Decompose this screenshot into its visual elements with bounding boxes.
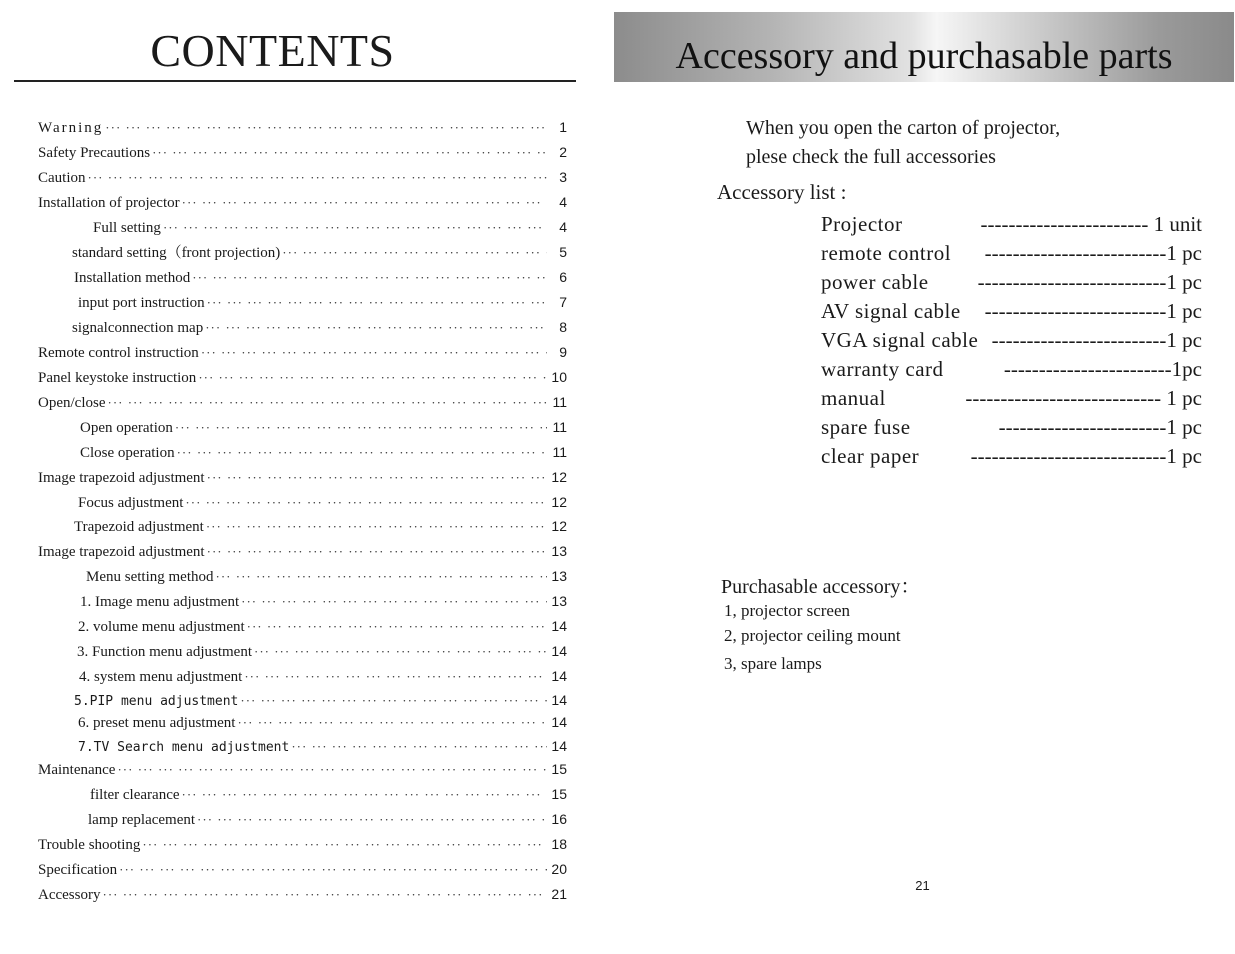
toc-item-page: 14 — [551, 738, 567, 754]
toc-item-page: 11 — [552, 394, 567, 410]
accessory-name: AV signal cable — [821, 299, 961, 323]
toc-leader-dots — [163, 217, 547, 238]
toc-leader-dots — [142, 834, 547, 855]
accessory-item — [821, 384, 1202, 412]
toc-item-page: 10 — [551, 369, 567, 385]
toc-item-label: 3. Function menu adjustment — [77, 644, 252, 660]
toc-item-page: 8 — [559, 319, 567, 335]
toc-item-page: 14 — [551, 618, 567, 634]
toc-item — [78, 615, 567, 637]
toc-leader-dots — [237, 712, 547, 733]
toc-item — [38, 141, 567, 163]
toc-item-page: 1 — [559, 119, 567, 135]
purchasable-item: 2, projector ceiling mount — [724, 626, 901, 645]
toc-item — [80, 441, 567, 463]
accessory-qty: ---------------------------- 1 pc — [965, 386, 1202, 410]
toc-leader-dots — [207, 541, 547, 562]
toc-item-page: 21 — [551, 886, 567, 902]
toc-item-page: 6 — [559, 269, 567, 285]
toc-item — [90, 783, 567, 805]
accessory-qty: ------------------------ 1 unit — [980, 212, 1202, 236]
toc-item — [93, 216, 567, 238]
toc-item — [38, 166, 567, 188]
intro-line: When you open the carton of projector, — [746, 117, 1061, 139]
toc-item-page: 12 — [551, 469, 567, 485]
toc-leader-dots — [244, 666, 547, 687]
toc-item-label: Installation of projector — [38, 195, 180, 211]
toc-leader-dots — [207, 467, 547, 488]
toc-leader-dots — [206, 516, 547, 537]
purchasable-item: 3, spare lamps — [724, 654, 822, 673]
accessory-name: power cable — [821, 270, 929, 294]
toc-item-label: Menu setting method — [86, 569, 214, 585]
toc-item-page: 15 — [551, 786, 567, 802]
toc-item-label: signalconnection map — [72, 320, 204, 336]
toc-item — [38, 191, 567, 213]
toc-leader-dots — [197, 809, 547, 830]
toc-leader-dots — [192, 267, 547, 288]
toc-item-page: 11 — [552, 444, 567, 460]
toc-item-label: Image trapezoid adjustment — [38, 544, 205, 560]
toc-leader-dots — [102, 884, 547, 905]
toc-item-label: Image trapezoid adjustment — [38, 470, 205, 486]
toc-item-label: lamp replacement — [88, 812, 196, 828]
toc-leader-dots — [182, 784, 547, 805]
toc-item — [38, 391, 567, 413]
purchasable-item: 1, projector screen — [724, 601, 851, 620]
toc-leader-dots — [240, 690, 547, 711]
toc-leader-dots — [185, 492, 547, 513]
toc-item — [78, 711, 567, 733]
toc-leader-dots — [117, 759, 547, 780]
toc-item-label: Maintenance — [38, 762, 116, 778]
toc-leader-dots — [107, 392, 547, 413]
accessory-qty: --------------------------1 pc — [984, 241, 1202, 265]
toc-item-page: 14 — [551, 692, 567, 708]
page-title: Accessory and purchasable parts — [675, 35, 1173, 77]
toc-item — [79, 665, 567, 687]
toc-item-label: input port instruction — [78, 295, 205, 311]
toc-item-label: Panel keystoke instruction — [38, 370, 197, 386]
toc-item-page: 2 — [559, 144, 567, 160]
accessory-list-heading: Accessory list : — [717, 180, 847, 204]
accessory-name: manual — [821, 386, 886, 410]
toc-item-label: Open/close — [38, 395, 106, 411]
toc-leader-dots — [175, 417, 547, 438]
toc-item — [72, 241, 567, 263]
toc-item-page: 16 — [551, 811, 567, 827]
toc-item — [74, 515, 567, 537]
contents-title: CONTENTS — [150, 25, 395, 76]
toc-leader-dots — [241, 591, 547, 612]
toc-item-label: 1. Image menu adjustment — [80, 594, 240, 610]
toc-item-label: 6. preset menu adjustment — [78, 715, 236, 731]
toc-leader-dots — [247, 616, 547, 637]
toc-item — [38, 341, 567, 363]
toc-item-page: 12 — [551, 518, 567, 534]
toc-item-label: Caution — [38, 170, 86, 186]
toc-leader-dots — [254, 641, 547, 662]
accessory-item — [821, 413, 1202, 441]
toc-item — [38, 466, 567, 488]
accessory-qty: ----------------------------1 pc — [970, 444, 1202, 468]
toc-leader-dots — [105, 117, 547, 138]
toc-leader-dots — [205, 317, 547, 338]
toc-item-page: 14 — [551, 643, 567, 659]
toc-item — [38, 116, 567, 138]
accessory-name: spare fuse — [821, 415, 911, 439]
accessory-item — [821, 239, 1202, 267]
toc-item-label: 2. volume menu adjustment — [78, 619, 245, 635]
intro-line: plese check the full accessories — [746, 146, 996, 168]
toc-item-label: Close operation — [80, 445, 175, 461]
toc-item-label: Focus adjustment — [78, 495, 184, 511]
toc-leader-dots — [88, 167, 548, 188]
toc-item-label: 5.PIP menu adjustment — [74, 694, 239, 709]
toc-item-label: 4. system menu adjustment — [79, 669, 243, 685]
toc-item — [38, 883, 567, 905]
toc-item — [72, 316, 567, 338]
toc-item-page: 14 — [551, 668, 567, 684]
toc-item-page: 4 — [559, 219, 567, 235]
toc-item-page: 20 — [551, 861, 567, 877]
toc-item — [80, 590, 567, 612]
toc-leader-dots — [182, 192, 547, 213]
accessory-item — [821, 268, 1202, 296]
toc-leader-dots — [282, 242, 547, 263]
toc-leader-dots — [198, 367, 547, 388]
accessory-item — [821, 297, 1202, 325]
accessory-item — [821, 326, 1202, 354]
toc-leader-dots — [207, 292, 547, 313]
accessory-qty: -------------------------1 pc — [991, 328, 1202, 352]
toc-item-label: Warning — [38, 120, 104, 136]
toc-item — [88, 808, 567, 830]
toc-item — [74, 689, 567, 711]
toc-leader-dots — [152, 142, 547, 163]
toc-item-label: Trouble shooting — [38, 837, 141, 853]
toc-item-page: 13 — [551, 568, 567, 584]
toc-item-page: 7 — [559, 294, 567, 310]
toc-item-page: 3 — [559, 169, 567, 185]
toc-item — [38, 833, 567, 855]
toc-leader-dots — [177, 442, 547, 463]
toc-leader-dots — [216, 566, 548, 587]
accessory-qty: ------------------------1pc — [1003, 357, 1202, 381]
page-number: 21 — [915, 878, 930, 893]
toc-item-page: 9 — [559, 344, 567, 360]
toc-item-page: 13 — [551, 543, 567, 559]
accessory-name: warranty card — [821, 357, 944, 381]
toc-item — [78, 291, 567, 313]
toc-item-page: 13 — [551, 593, 567, 609]
toc-item-label: 7.TV Search menu adjustment — [78, 740, 290, 755]
accessory-name: Projector — [821, 212, 903, 236]
toc-item — [78, 735, 567, 757]
toc-item-label: filter clearance — [90, 787, 180, 803]
accessory-name: clear paper — [821, 444, 920, 468]
toc-item-label: Trapezoid adjustment — [74, 519, 204, 535]
accessory-name: remote control — [821, 241, 952, 265]
toc-item — [38, 540, 567, 562]
purchasable-heading: Purchasable accessory： — [721, 576, 921, 598]
toc-item-page: 15 — [551, 761, 567, 777]
accessory-name: VGA signal cable — [821, 328, 979, 352]
toc-item-label: Specification — [38, 862, 118, 878]
accessory-item — [821, 210, 1202, 238]
accessory-qty: --------------------------1 pc — [984, 299, 1202, 323]
toc-item-page: 14 — [551, 714, 567, 730]
toc-item-label: Installation method — [74, 270, 191, 286]
toc-item-label: Full setting — [93, 220, 161, 236]
accessory-item — [821, 442, 1202, 470]
toc-item-page: 18 — [551, 836, 567, 852]
toc-item — [74, 266, 567, 288]
toc-leader-dots — [201, 342, 547, 363]
toc-leader-dots — [291, 736, 547, 757]
toc-item — [80, 416, 567, 438]
toc-item-page: 4 — [559, 194, 567, 210]
toc-item-page: 11 — [552, 419, 567, 435]
toc-item — [77, 640, 567, 662]
accessory-item — [821, 355, 1202, 383]
toc-item-label: standard setting（front projection) — [72, 245, 281, 261]
toc-item — [38, 858, 567, 880]
toc-item-label: Safety Precautions — [38, 145, 151, 161]
toc-item — [38, 366, 567, 388]
toc-item — [86, 565, 567, 587]
accessory-qty: ------------------------1 pc — [998, 415, 1202, 439]
accessory-qty: ---------------------------1 pc — [977, 270, 1202, 294]
toc-item-label: Open operation — [80, 420, 173, 436]
toc-leader-dots — [119, 859, 547, 880]
toc-item — [78, 491, 567, 513]
title-divider — [14, 80, 576, 82]
toc-item-label: Remote control instruction — [38, 345, 199, 361]
toc-item-page: 5 — [559, 244, 567, 260]
toc-item — [38, 758, 567, 780]
toc-item-page: 12 — [551, 494, 567, 510]
toc-item-label: Accessory — [38, 887, 101, 903]
